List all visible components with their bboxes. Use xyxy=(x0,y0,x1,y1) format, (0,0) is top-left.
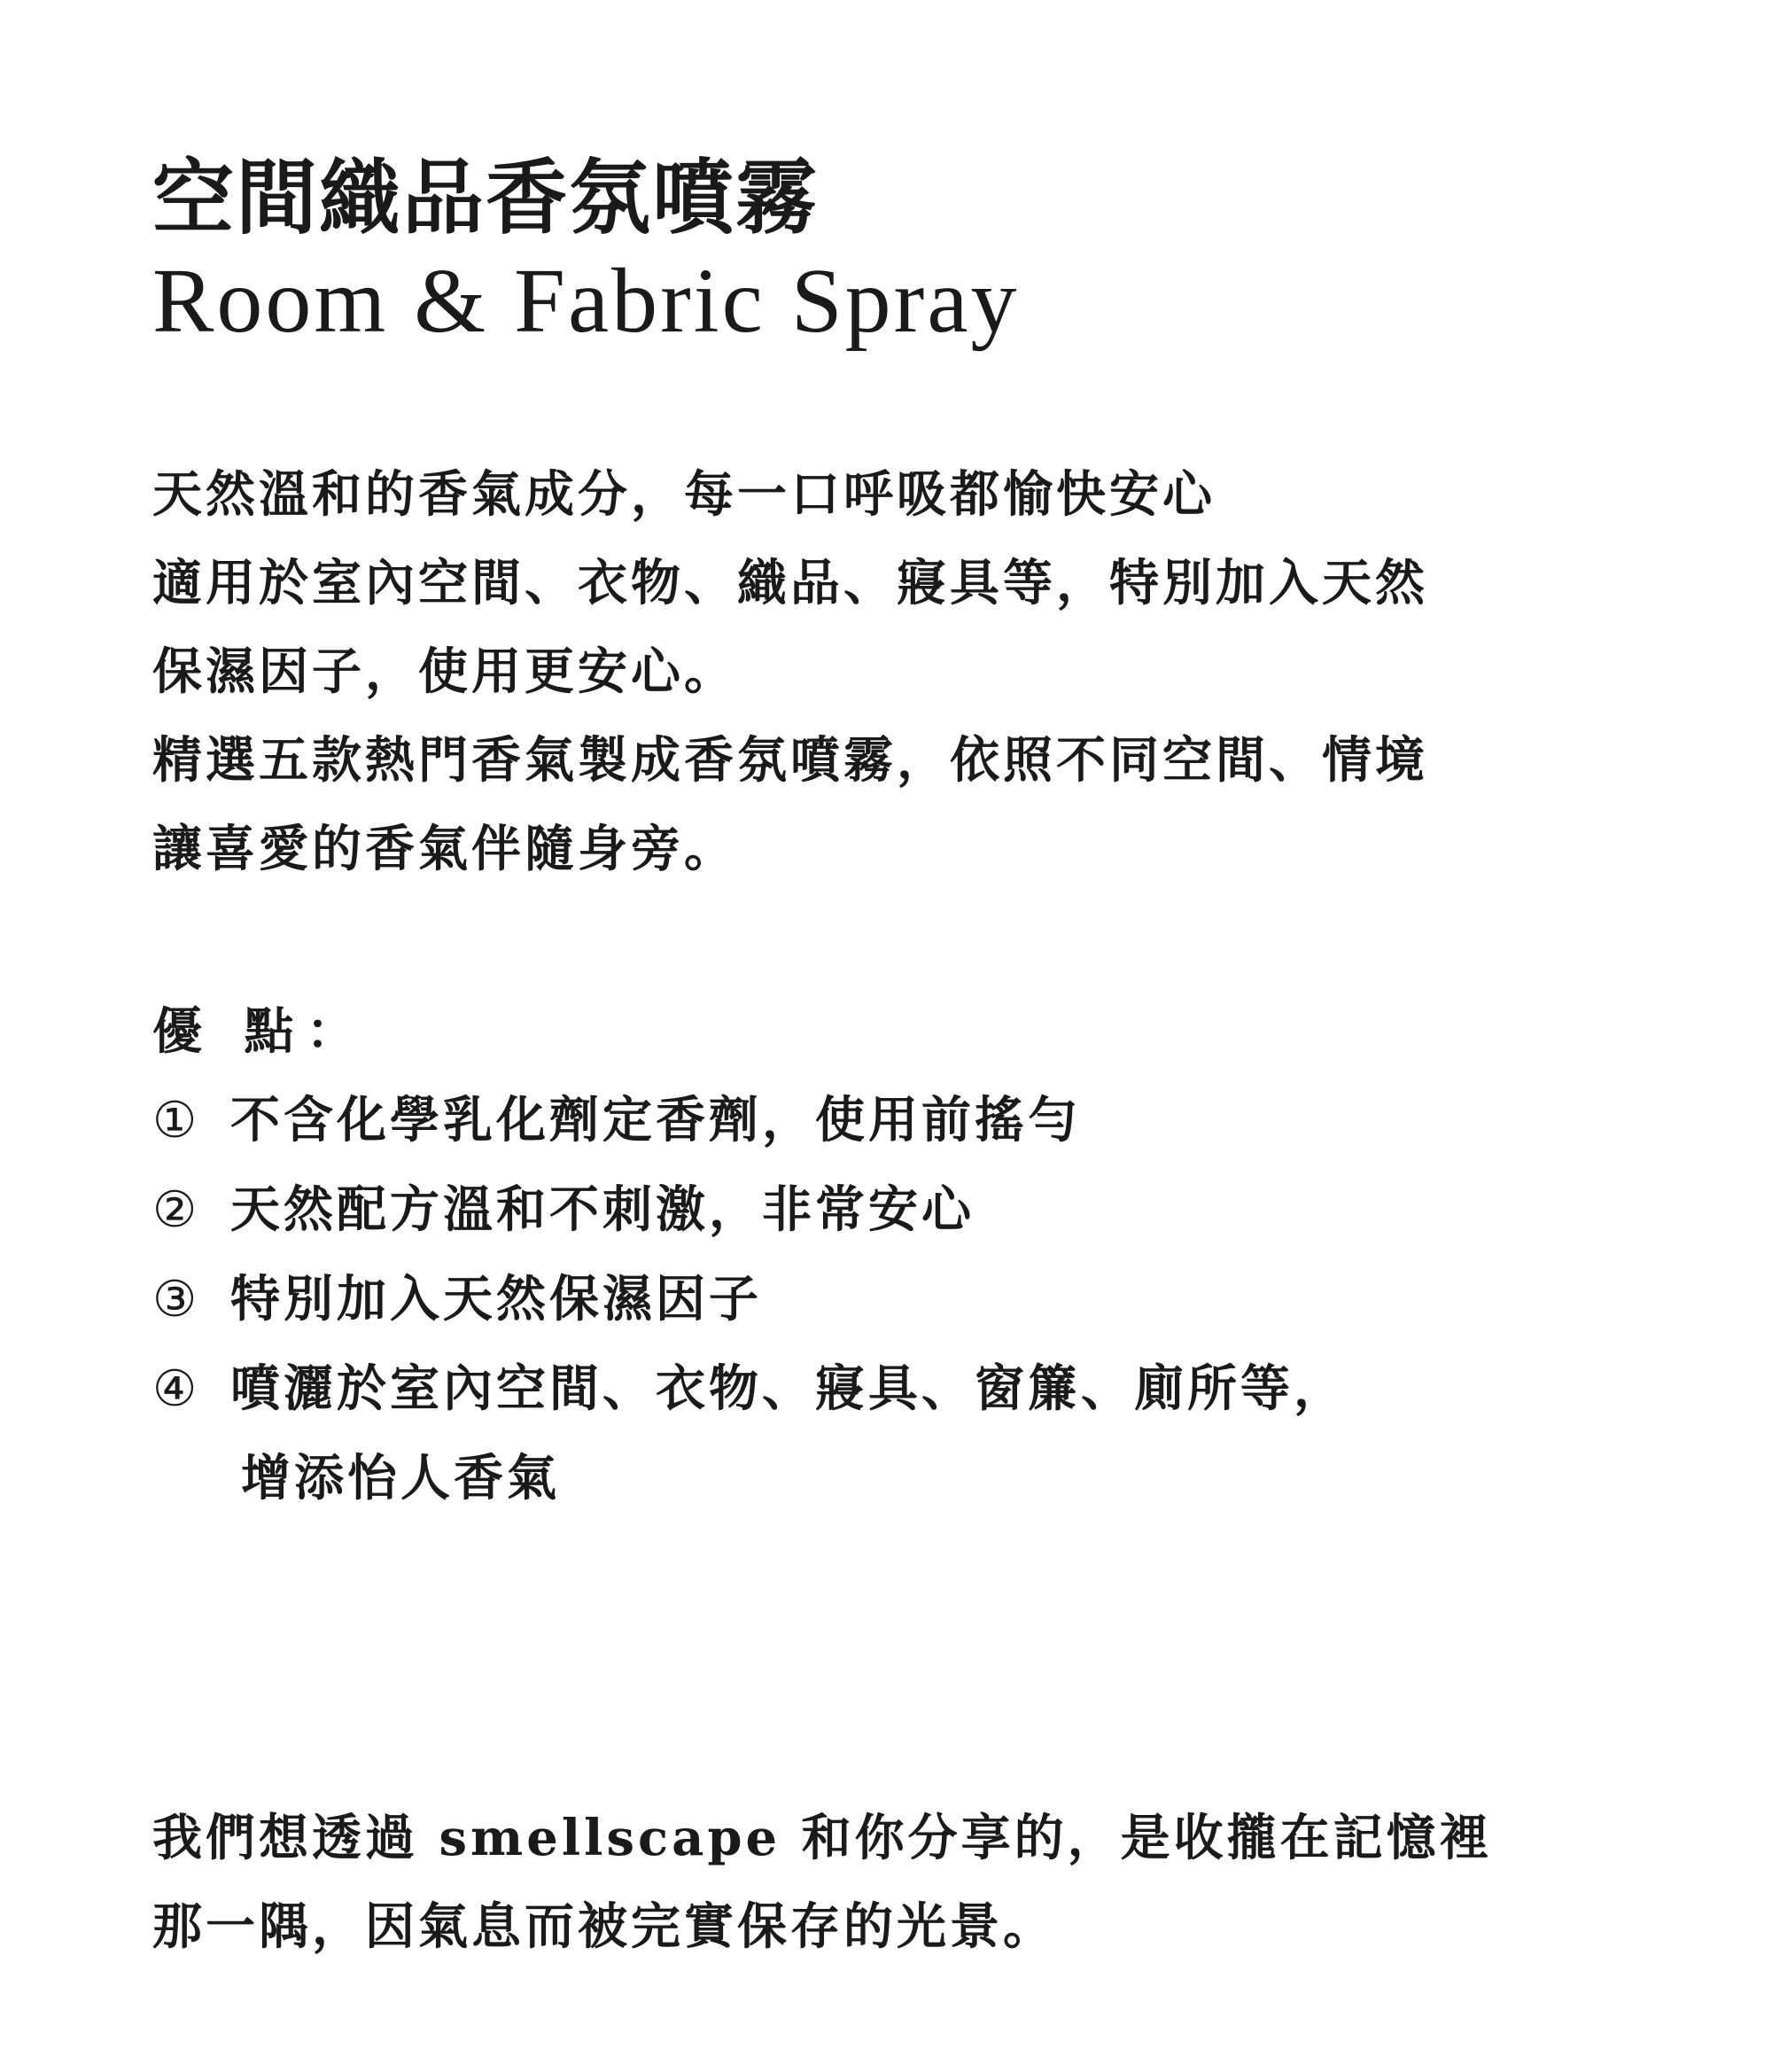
closing-line: 那一隅，因氣息而被完實保存的光景。 xyxy=(152,1897,1056,1956)
benefit-number: ② xyxy=(152,1181,201,1239)
benefit-item xyxy=(152,1165,1659,1255)
intro-line: 讓喜愛的香氣伴隨身旁。 xyxy=(152,820,737,878)
benefit-number: ③ xyxy=(152,1271,201,1328)
benefit-item xyxy=(152,1255,1659,1344)
intro-line: 天然溫和的香氣成分，每一口呼吸都愉快安心 xyxy=(152,465,1216,524)
intro-paragraph xyxy=(152,450,1659,893)
benefit-item xyxy=(152,1344,1659,1434)
intro-line: 適用於室內空間、衣物、織品、寢具等，特別加入天然 xyxy=(152,554,1428,612)
intro-line: 保濕因子，使用更安心。 xyxy=(152,643,737,701)
benefit-number: ① xyxy=(152,1092,201,1149)
benefit-number: ④ xyxy=(152,1360,201,1418)
benefit-text-continuation: 增添怡人香氣 xyxy=(241,1449,560,1507)
benefit-text: 噴灑於室內空間、衣物、寢具、窗簾、廁所等， xyxy=(230,1359,1347,1418)
closing-line: 我們想透過 smellscape 和你分享的，是收攏在記憶裡 xyxy=(152,1809,1493,1867)
benefits-heading: 優 點： xyxy=(152,1002,369,1061)
benefit-text: 特別加入天然保濕因子 xyxy=(230,1270,762,1328)
product-title-chinese: 空間織品香氛噴霧 xyxy=(152,150,820,245)
closing-paragraph xyxy=(152,1794,1712,1971)
product-title-english: Room & Fabric Spray xyxy=(152,250,1020,352)
benefit-text: 天然配方溫和不刺激，非常安心 xyxy=(230,1180,975,1239)
benefit-item xyxy=(152,1076,1659,1165)
benefit-text: 不含化學乳化劑定香劑，使用前搖勻 xyxy=(230,1091,1081,1149)
intro-line: 精選五款熱門香氣製成香氛噴霧，依照不同空間、情境 xyxy=(152,731,1428,790)
benefits-section xyxy=(152,987,1659,1523)
